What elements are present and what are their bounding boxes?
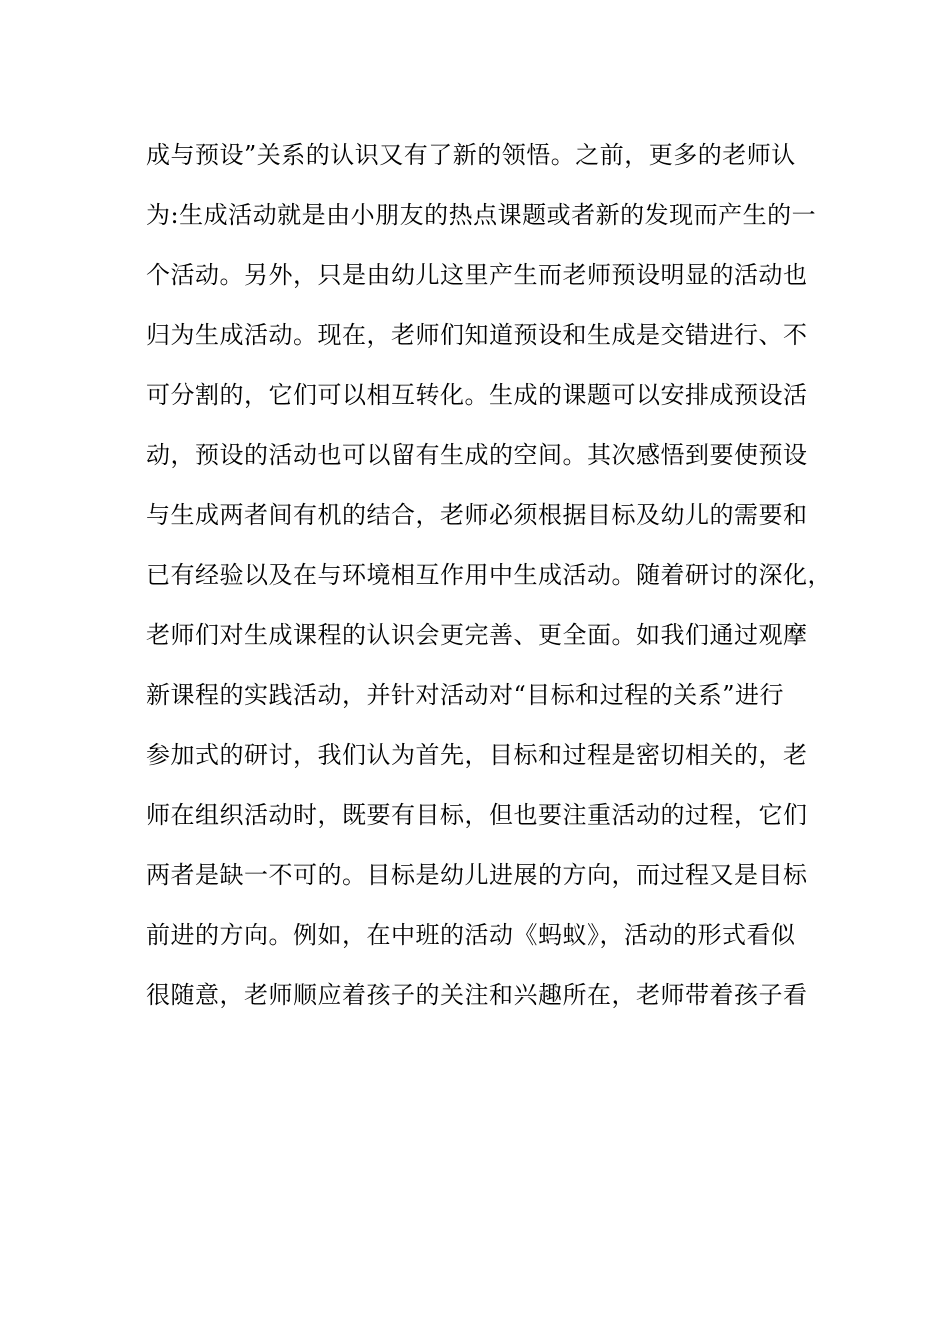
text-line: 很随意，老师顺应着孩子的关注和兴趣所在，老师带着孩子看 bbox=[146, 981, 808, 1009]
text-line: 为:生成活动就是由小朋友的热点课题或者新的发现而产生的一 bbox=[146, 201, 817, 229]
text-line: 动，预设的活动也可以留有生成的空间。其次感悟到要使预设 bbox=[146, 441, 808, 469]
text-line: 个活动。另外，只是由幼儿这里产生而老师预设明显的活动也 bbox=[146, 261, 808, 289]
text-line: 师在组织活动时，既要有目标，但也要注重活动的过程，它们 bbox=[146, 801, 808, 829]
text-line: 与生成两者间有机的结合，老师必须根据目标及幼儿的需要和 bbox=[146, 501, 808, 529]
text-line: 两者是缺一不可的。目标是幼儿进展的方向，而过程又是目标 bbox=[146, 861, 808, 889]
text-line: 新课程的实践活动，并针对活动对“目标和过程的关系”进行 bbox=[146, 681, 785, 709]
text-line: 前进的方向。例如，在中班的活动《蚂蚁》，活动的形式看似 bbox=[146, 921, 796, 949]
text-line: 老师们对生成课程的认识会更完善、更全面。如我们通过观摩 bbox=[146, 621, 808, 649]
text-line: 可分割的，它们可以相互转化。生成的课题可以安排成预设活 bbox=[146, 381, 808, 409]
body-text bbox=[146, 133, 832, 1033]
text-line: 归为生成活动。现在，老师们知道预设和生成是交错进行、不 bbox=[146, 321, 808, 349]
text-line: 参加式的研讨，我们认为首先，目标和过程是密切相关的，老 bbox=[146, 741, 808, 769]
text-line: 成与预设”关系的认识又有了新的领悟。之前，更多的老师认 bbox=[146, 141, 796, 169]
text-line: 已有经验以及在与环境相互作用中生成活动。随着研讨的深化， bbox=[146, 561, 832, 589]
